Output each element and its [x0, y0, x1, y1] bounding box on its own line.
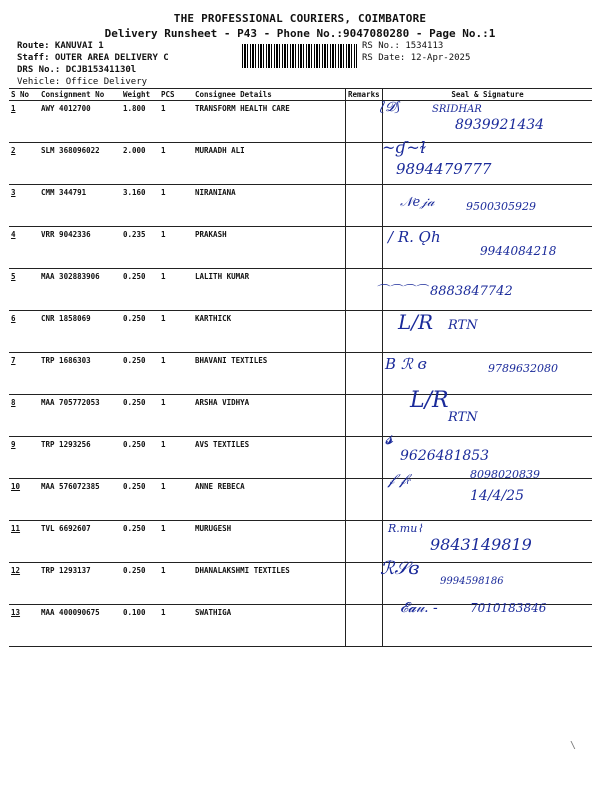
- signature-3-phone: 9500305929: [466, 200, 536, 213]
- signature-5-phone: 8883847742: [430, 284, 513, 299]
- cell-consignee: KARTHICK: [193, 311, 346, 353]
- cell-cons: TVL 6692607: [39, 521, 121, 563]
- meta-right: [362, 40, 470, 64]
- cell-remarks: [346, 143, 383, 185]
- table-row: [9, 143, 592, 185]
- signature-11-phone: 9843149819: [430, 535, 532, 554]
- cell-pcs: 1: [159, 479, 193, 521]
- cell-cons: MAA 705772053: [39, 395, 121, 437]
- cell-wt: 0.250: [121, 521, 159, 563]
- cell-cons: SLM 368096022: [39, 143, 121, 185]
- col-consignee: Consignee Details: [193, 89, 346, 101]
- signature-13-phone: 7010183846: [470, 601, 547, 615]
- cell-pcs: 1: [159, 605, 193, 647]
- cell-consignee: DHANALAKSHMI TEXTILES: [193, 563, 346, 605]
- signature-9-mark: 𝓼: [385, 425, 394, 449]
- meta-left: [17, 40, 169, 88]
- signature-11-mark: R.mu⌇: [388, 522, 423, 535]
- signature-6-lr: L/R: [398, 310, 434, 334]
- table-row: [9, 311, 592, 353]
- signature-10-date: 14/4/25: [470, 488, 524, 504]
- cell-wt: 0.100: [121, 605, 159, 647]
- signature-8-rtn: RTN: [448, 410, 478, 425]
- cell-pcs: 1: [159, 227, 193, 269]
- vehicle-label: Vehicle: Office Delivery: [17, 77, 148, 87]
- cell-cons: MAA 302883906: [39, 269, 121, 311]
- col-seal-signature: Seal & Signature: [383, 89, 593, 101]
- cell-wt: 3.160: [121, 185, 159, 227]
- cell-cons: TRP 1686303: [39, 353, 121, 395]
- cell-wt: 0.250: [121, 269, 159, 311]
- cell-sno: 7: [9, 353, 39, 395]
- cell-wt: 0.250: [121, 395, 159, 437]
- signature-1-phone: 8939921434: [455, 117, 545, 133]
- cell-cons: CNR 1858069: [39, 311, 121, 353]
- cell-remarks: [346, 311, 383, 353]
- cell-pcs: 1: [159, 269, 193, 311]
- signature-1-mark: ⟅𝓓⟆: [380, 100, 401, 115]
- staff-label: Staff: OUTER AREA DELIVERY C: [17, 53, 169, 63]
- cell-pcs: 1: [159, 521, 193, 563]
- pen-mark: \: [570, 740, 577, 751]
- cell-pcs: 1: [159, 563, 193, 605]
- cell-wt: 1.800: [121, 101, 159, 143]
- col-sno: S No: [9, 89, 39, 101]
- cell-consignee: LALITH KUMAR: [193, 269, 346, 311]
- drs-number: DRS No.: DCJB15341130l: [17, 65, 137, 75]
- cell-cons: MAA 576072385: [39, 479, 121, 521]
- cell-cons: MAA 400090675: [39, 605, 121, 647]
- cell-wt: 0.250: [121, 353, 159, 395]
- cell-consignee: BHAVANI TEXTILES: [193, 353, 346, 395]
- cell-remarks: [346, 521, 383, 563]
- cell-sno: 9: [9, 437, 39, 479]
- cell-remarks: [346, 353, 383, 395]
- cell-pcs: 1: [159, 101, 193, 143]
- cell-remarks: [346, 227, 383, 269]
- table-row: [9, 563, 592, 605]
- route-label: Route: KANUVAI 1: [17, 41, 104, 51]
- cell-sno: 8: [9, 395, 39, 437]
- cell-wt: 0.250: [121, 437, 159, 479]
- cell-remarks: [346, 185, 383, 227]
- cell-sno: 6: [9, 311, 39, 353]
- signature-7-mark: B ℛ ɞ: [385, 355, 427, 373]
- runsheet-title: Delivery Runsheet - P43 - Phone No.:9047080280 - Page No.:1: [104, 27, 496, 40]
- cell-sno: 2: [9, 143, 39, 185]
- cell-remarks: [346, 101, 383, 143]
- col-remarks: Remarks: [346, 89, 383, 101]
- cell-wt: 0.250: [121, 311, 159, 353]
- signature-1-name: SRIDHAR: [432, 104, 482, 115]
- cell-sno: 3: [9, 185, 39, 227]
- signature-8-lr: L/R: [410, 388, 449, 413]
- signature-4-mark: / R. Ǫh: [388, 228, 441, 246]
- company-name: THE PROFESSIONAL COURIERS, COIMBATORE: [173, 12, 427, 25]
- cell-cons: TRP 1293137: [39, 563, 121, 605]
- cell-remarks: [346, 605, 383, 647]
- col-pcs: PCS: [159, 89, 193, 101]
- col-weight: Weight: [121, 89, 159, 101]
- signature-5-mark: ⌒⌒⌒⌒: [375, 284, 428, 299]
- barcode-image: [242, 44, 357, 68]
- cell-consignee: ANNE REBECA: [193, 479, 346, 521]
- cell-consignee: SWATHIGA: [193, 605, 346, 647]
- cell-cons: TRP 1293256: [39, 437, 121, 479]
- cell-remarks: [346, 395, 383, 437]
- signature-2-mark: ~ɠ~ɫ: [382, 138, 426, 157]
- cell-wt: 0.235: [121, 227, 159, 269]
- cell-pcs: 1: [159, 143, 193, 185]
- cell-consignee: AVS TEXTILES: [193, 437, 346, 479]
- cell-sno: 10: [9, 479, 39, 521]
- cell-wt: 0.250: [121, 563, 159, 605]
- signature-3-mark: 𝒩𝑒𝒿𝒶: [400, 195, 435, 210]
- cell-wt: 2.000: [121, 143, 159, 185]
- rs-number: RS No.: 1534113: [362, 41, 444, 51]
- signature-12-mark: ℛ𝒮ɞ: [380, 558, 420, 579]
- cell-pcs: 1: [159, 311, 193, 353]
- table-row: [9, 395, 592, 437]
- cell-consignee: ARSHA VIDHYA: [193, 395, 346, 437]
- signature-12-phone: 9994598186: [440, 576, 504, 587]
- cell-remarks: [346, 563, 383, 605]
- cell-pcs: 1: [159, 437, 193, 479]
- signature-10-mark: 𝒻 𝒻ᵣ: [388, 470, 412, 488]
- cell-consignee: MURAADH ALI: [193, 143, 346, 185]
- signature-4-phone: 9944084218: [480, 244, 557, 258]
- signature-2-phone: 9894479777: [396, 160, 492, 178]
- cell-remarks: [346, 479, 383, 521]
- cell-consignee: NIRANIANA: [193, 185, 346, 227]
- signature-9-phone: 9626481853: [400, 448, 490, 464]
- table-header-row: [9, 89, 592, 101]
- cell-pcs: 1: [159, 185, 193, 227]
- signature-6-rtn: RTN: [448, 318, 478, 333]
- cell-sno: 11: [9, 521, 39, 563]
- cell-sno: 13: [9, 605, 39, 647]
- cell-sno: 12: [9, 563, 39, 605]
- signature-13-mark: 𝓔𝓪𝓊. -: [400, 600, 438, 616]
- signature-7-phone: 9789632080: [488, 362, 558, 375]
- cell-sno: 1: [9, 101, 39, 143]
- cell-pcs: 1: [159, 395, 193, 437]
- cell-wt: 0.250: [121, 479, 159, 521]
- cell-consignee: MURUGESH: [193, 521, 346, 563]
- cell-sno: 5: [9, 269, 39, 311]
- cell-pcs: 1: [159, 353, 193, 395]
- col-consignment: Consignment No: [39, 89, 121, 101]
- cell-cons: AWY 4012700: [39, 101, 121, 143]
- cell-consignee: TRANSFORM HEALTH CARE: [193, 101, 346, 143]
- cell-cons: VRR 9042336: [39, 227, 121, 269]
- signature-10-phone: 8098020839: [470, 468, 540, 481]
- cell-consignee: PRAKASH: [193, 227, 346, 269]
- cell-cons: CMM 344791: [39, 185, 121, 227]
- cell-sno: 4: [9, 227, 39, 269]
- cell-remarks: [346, 437, 383, 479]
- rs-date: RS Date: 12-Apr-2025: [362, 53, 471, 63]
- document-header: [0, 12, 600, 40]
